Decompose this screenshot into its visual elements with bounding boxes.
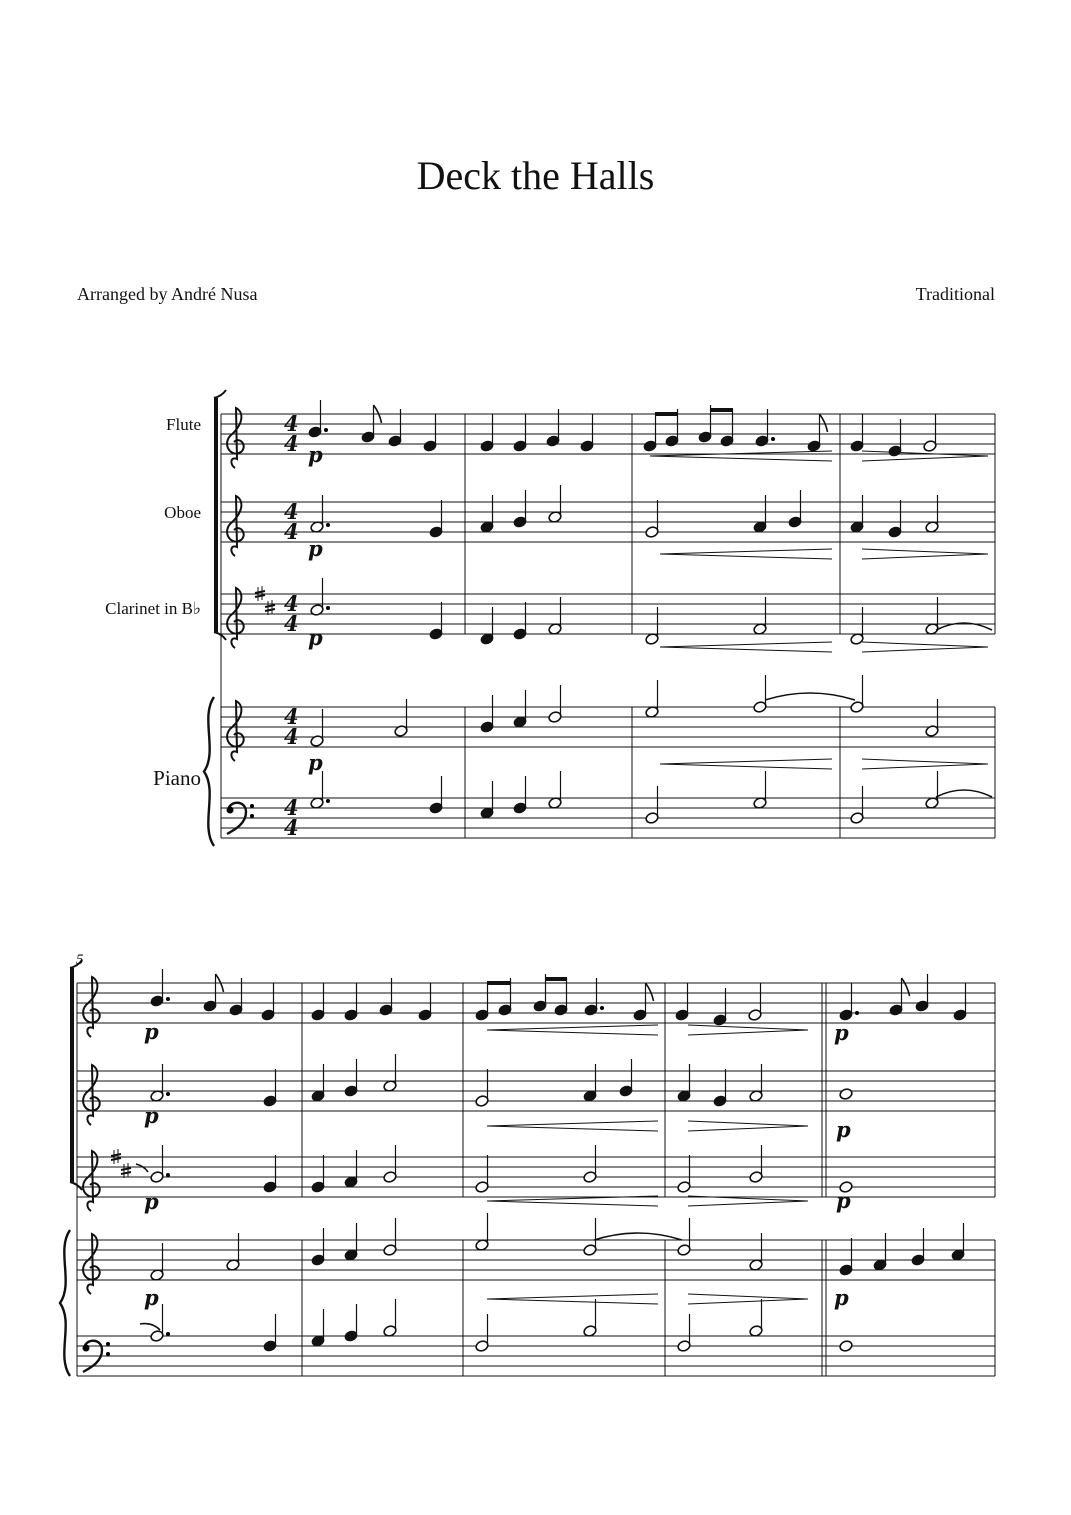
decrescendo-hairpin bbox=[862, 549, 988, 554]
sharp-sign bbox=[265, 609, 275, 611]
treble-clef-icon bbox=[83, 977, 100, 1037]
bass-clef-dot bbox=[83, 1345, 90, 1352]
dynamic-piano: p bbox=[308, 536, 323, 561]
tie bbox=[765, 693, 855, 700]
decrescendo-hairpin bbox=[688, 1299, 808, 1304]
time-signature-bottom: 4 bbox=[284, 815, 299, 840]
system-bracket bbox=[214, 390, 226, 398]
sharp-sign bbox=[121, 1172, 131, 1174]
crescendo-hairpin bbox=[487, 1025, 658, 1030]
crescendo-hairpin bbox=[660, 764, 832, 769]
tie bbox=[140, 1324, 160, 1330]
notation-layer bbox=[60, 390, 995, 1376]
bass-clef-dot bbox=[227, 807, 234, 814]
decrescendo-hairpin bbox=[688, 1126, 808, 1131]
treble-clef-icon bbox=[83, 1151, 100, 1211]
augmentation-dot bbox=[166, 1332, 170, 1336]
augmentation-dot bbox=[600, 1006, 604, 1010]
treble-clef-icon bbox=[227, 588, 244, 648]
sharp-sign bbox=[111, 1154, 121, 1156]
augmentation-dot bbox=[166, 1173, 170, 1177]
sharp-sign bbox=[121, 1168, 131, 1170]
crescendo-hairpin bbox=[487, 1299, 658, 1304]
treble-clef-icon bbox=[83, 1234, 100, 1294]
dynamic-piano: p bbox=[834, 1285, 849, 1310]
arranger-credit: Arranged by André Nusa bbox=[77, 284, 258, 304]
time-signature-bottom: 4 bbox=[284, 431, 299, 456]
crescendo-hairpin bbox=[650, 456, 832, 461]
augmentation-dot bbox=[166, 1092, 170, 1096]
augmentation-dot bbox=[855, 1011, 859, 1015]
bass-clef-dot bbox=[250, 804, 254, 808]
tie bbox=[136, 1164, 148, 1172]
crescendo-hairpin bbox=[660, 549, 832, 554]
time-signature-bottom: 4 bbox=[284, 724, 299, 749]
augmentation-dot bbox=[166, 997, 170, 1001]
instrument-label-flute: Flute bbox=[166, 415, 201, 434]
bass-clef-dot bbox=[106, 1342, 110, 1346]
time-signature-top: 4 bbox=[284, 704, 299, 729]
decrescendo-hairpin bbox=[862, 759, 988, 764]
note-flag bbox=[820, 414, 828, 432]
piano-brace bbox=[60, 1230, 70, 1376]
decrescendo-hairpin bbox=[862, 456, 988, 461]
augmentation-dot bbox=[324, 428, 328, 432]
instrument-label-oboe: Oboe bbox=[164, 503, 201, 522]
treble-clef-icon bbox=[83, 1065, 100, 1125]
augmentation-dot bbox=[326, 523, 330, 527]
dynamic-piano: p bbox=[834, 1020, 849, 1045]
treble-clef-icon bbox=[227, 408, 244, 468]
decrescendo-hairpin bbox=[688, 1030, 808, 1035]
tie bbox=[936, 790, 992, 797]
piano-brace bbox=[204, 697, 214, 846]
bass-clef-dot bbox=[250, 814, 254, 818]
crescendo-hairpin bbox=[660, 554, 832, 559]
treble-clef-icon bbox=[227, 701, 244, 761]
sharp-sign bbox=[255, 595, 265, 597]
crescendo-hairpin bbox=[487, 1294, 658, 1299]
crescendo-hairpin bbox=[487, 1121, 658, 1126]
sharp-sign bbox=[265, 605, 275, 607]
crescendo-hairpin bbox=[660, 642, 832, 647]
tie bbox=[594, 1233, 682, 1240]
augmentation-dot bbox=[326, 606, 330, 610]
sharp-sign bbox=[111, 1158, 121, 1160]
time-signature-bottom: 4 bbox=[284, 519, 299, 544]
measure-number: 5 bbox=[76, 952, 84, 968]
crescendo-hairpin bbox=[660, 759, 832, 764]
time-signature-top: 4 bbox=[284, 591, 299, 616]
instrument-label-piano: Piano bbox=[153, 766, 201, 790]
crescendo-hairpin bbox=[487, 1030, 658, 1035]
decrescendo-hairpin bbox=[862, 642, 988, 647]
decrescendo-hairpin bbox=[688, 1294, 808, 1299]
time-signature-top: 4 bbox=[284, 795, 299, 820]
dynamic-piano: p bbox=[836, 1117, 851, 1142]
decrescendo-hairpin bbox=[688, 1121, 808, 1126]
dynamic-piano: p bbox=[144, 1189, 159, 1214]
dynamic-piano: p bbox=[308, 750, 323, 775]
time-signature-bottom: 4 bbox=[284, 611, 299, 636]
treble-clef-icon bbox=[227, 496, 244, 556]
composer-credit: Traditional bbox=[915, 284, 995, 304]
augmentation-dot bbox=[771, 437, 775, 441]
decrescendo-hairpin bbox=[688, 1025, 808, 1030]
sharp-sign bbox=[255, 591, 265, 593]
crescendo-hairpin bbox=[487, 1201, 658, 1206]
augmentation-dot bbox=[326, 799, 330, 803]
system-bracket bbox=[70, 1182, 82, 1190]
notehead bbox=[839, 1340, 853, 1353]
dynamic-piano: p bbox=[308, 625, 323, 650]
dynamic-piano: p bbox=[144, 1285, 159, 1310]
dynamic-piano: p bbox=[308, 442, 323, 467]
score-title: Deck the Halls bbox=[416, 153, 655, 198]
dynamic-piano: p bbox=[144, 1103, 159, 1128]
dynamic-piano: p bbox=[836, 1188, 851, 1213]
time-signature-top: 4 bbox=[284, 411, 299, 436]
decrescendo-hairpin bbox=[862, 554, 988, 559]
dynamic-piano: p bbox=[144, 1019, 159, 1044]
system-bracket bbox=[214, 632, 226, 640]
note-flag bbox=[646, 983, 654, 1001]
decrescendo-hairpin bbox=[688, 1201, 808, 1206]
crescendo-hairpin bbox=[487, 1126, 658, 1131]
decrescendo-hairpin bbox=[862, 764, 988, 769]
bass-clef-dot bbox=[106, 1352, 110, 1356]
instrument-label-clarinet: Clarinet in B♭ bbox=[105, 599, 201, 618]
crescendo-hairpin bbox=[660, 647, 832, 652]
decrescendo-hairpin bbox=[862, 647, 988, 652]
notehead bbox=[839, 1088, 853, 1101]
time-signature-top: 4 bbox=[284, 499, 299, 524]
